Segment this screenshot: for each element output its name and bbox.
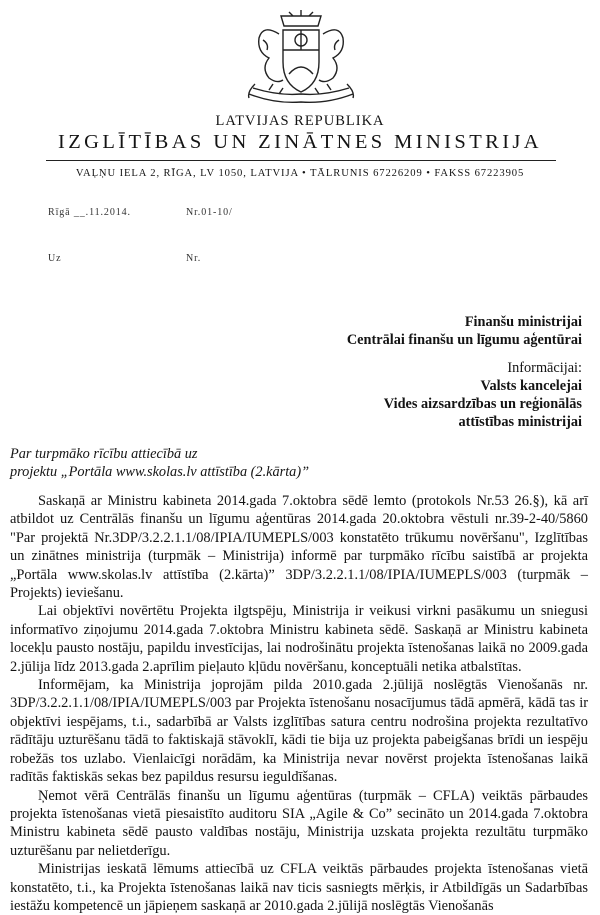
letterhead-divider — [46, 160, 556, 161]
letter-subject — [10, 445, 309, 481]
body-paragraph: Ņemot vērā Centrālās finanšu un līgumu aģentūras (turpmāk – CFLA) veiktās pārbaudes projekta īstenošanas vietā piesaistīto auditoru SIA „Agile & Co” secināto un 2014.gada 7.oktobra Ministru kabineta sēdē pausto valdības nostāju, Ministrija uzskata projekta rezultātu turpmāko uzturēšanu par nelietderīgu. — [10, 787, 588, 859]
ministry-heading: IZGLĪTĪBAS UN ZINĀTNES MINISTRIJA — [57, 131, 542, 153]
subject-line: projektu „Portāla www.skolas.lv attīstība (2.kārta)” — [10, 464, 310, 480]
place-date: Rīgā __.11.2014. — [48, 207, 131, 218]
copy-label: Informācijai: — [507, 360, 582, 376]
reference-number-label: Nr. — [186, 253, 202, 264]
reference-to-label: Uz — [48, 253, 62, 264]
copy-recipient-varam-line1: Vides aizsardzības un reģionālās — [383, 396, 582, 412]
letter-body — [10, 492, 588, 915]
coat-of-arms-emblem — [239, 4, 363, 108]
document-number: Nr.01-10/ — [186, 207, 233, 218]
ministry-address: VAĻŅU IELA 2, RĪGA, LV 1050, LATVIJA • TĀLRUNIS 67226209 • FAKSS 67223905 — [75, 168, 525, 179]
body-paragraph: Saskaņā ar Ministru kabineta 2014.gada 7.oktobra sēdē lemto (protokols Nr.53 26.§), kā arī atbildot uz Centrālās finanšu un līgumu aģentūras 2014.gada 20.oktobra vēstuli nr.39-2-40/5860 "Par projektā Nr.3DP/3.2.2.1.1/08/IPIA/IUMEPLS/003 konstatēto trūkumu novēršanu", Izglītības un zinātnes ministrija (turpmāk – Ministrija) informē par turpmāko rīcību saistībā ar projekta „Portāla www.skolas.lv attīstība (2.kārta)” 3DP/3.2.2.1.1/08/IPIA/IUMEPLS/003 (turpmāk – Projekts) ieviešanu. — [10, 493, 588, 602]
copy-recipient-state-chancellery: Valsts kancelejai — [480, 378, 582, 394]
body-paragraph: Informējam, ka Ministrija joprojām pilda 2010.gada 2.jūlijā noslēgtās Vienošanās nr. 3DP/3.2.2.1.1/08/IPIA/IUMEPLS/003 par Projekta īstenošanu nosacījumus tādā apmērā, kādā tas ir objektīvi iespējams, t.i., sadarbībā ar Valsts izglītības satura centru nodrošina projekta rezultatīvo rādītāju uzturēšanu tādā to faktiskajā stāvoklī, kādi tie bija uz projekta pabeigšanas brīdi un iespēju robežās tos uzlabo. Vienlaicīgi norādām, ka Ministrija nevar novērst projekta īstenošanas laikā radītās faktiskās sekas bez papildus resursu ieguldīšanas. — [10, 677, 588, 786]
republic-heading: LATVIJAS REPUBLIKA — [215, 113, 385, 129]
body-paragraph: Lai objektīvi novērtētu Projekta ilgtspēju, Ministrija ir veikusi virkni pasākumu un sniegusi informatīvo ziņojumu 2014.gada 7.oktobra Ministru kabineta sēdē. Saskaņā ar Ministru kabineta locekļu pausto nostāju, papildu investīcijas, lai nodrošinātu projekta īstenošanas laikā no 2009.gada 2.jūlija līdz 2013.gada 2.aprīlim pieļauto kļūdu novēršanu, konceptuāli netika atbalstītas. — [10, 603, 588, 675]
body-paragraph: Ministrijas ieskatā lēmums attiecībā uz CFLA veiktās pārbaudes projekta īstenošanas vietā konstatēto, t.i., ka Projekta īstenošanas laikā nav ticis sasniegts mērķis, ir Atbildīgās un Sadarbības iestāžu kompetencē un jāpieņem saskaņā ar 2010.gada 2.jūlijā noslēgtās Vienošanās — [10, 861, 588, 914]
copy-recipient-varam-line2: attīstības ministrijai — [458, 414, 582, 430]
recipient-cfla: Centrālai finanšu un līgumu aģentūrai — [346, 332, 582, 348]
recipient-finance-ministry: Finanšu ministrijai — [464, 314, 582, 330]
subject-line: Par turpmāko rīcību attiecībā uz — [10, 446, 198, 462]
